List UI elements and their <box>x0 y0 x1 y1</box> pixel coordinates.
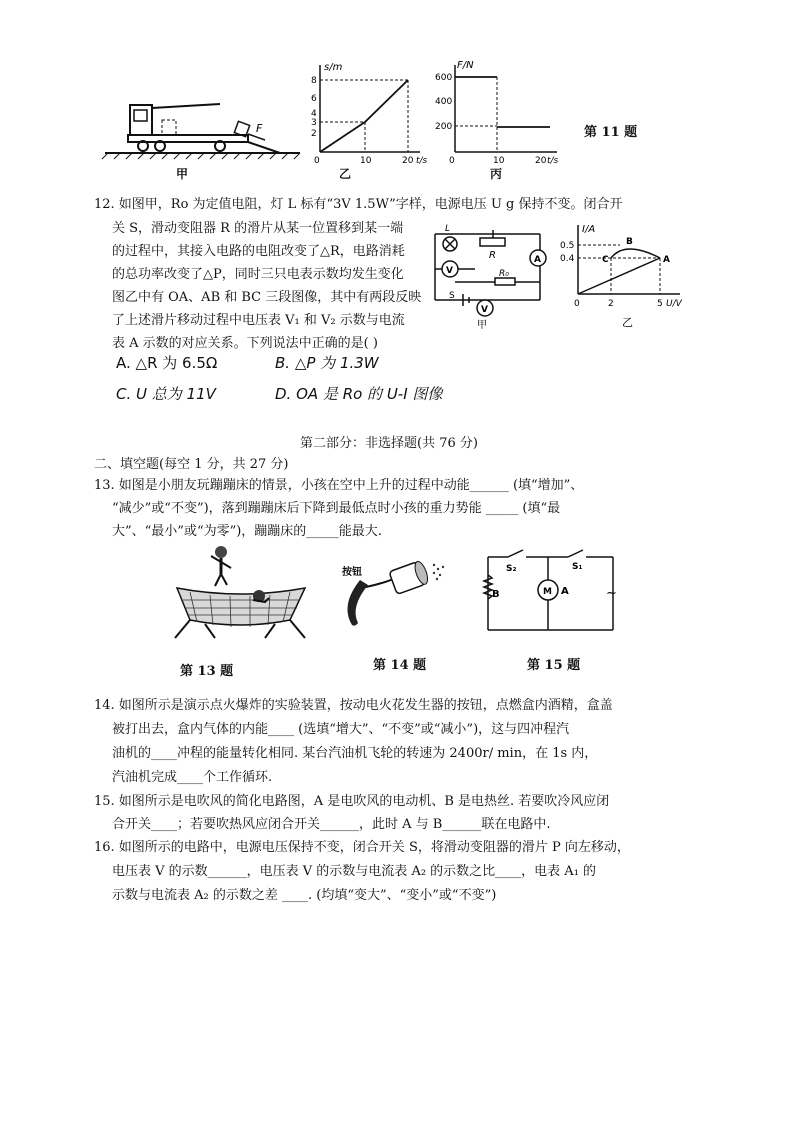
st-y-tick: 6 <box>311 94 317 104</box>
q13-line: 大”、“最小”或“为零”)，蹦蹦床的_____能最大. <box>112 524 382 539</box>
st-x-label: t/s <box>416 156 428 166</box>
q15-motor-label: A <box>561 586 569 597</box>
q12-graph-y-label: I/A <box>582 224 596 235</box>
fig-jia-label: 甲 <box>176 167 189 181</box>
q14-ignition-figure <box>330 555 450 640</box>
st-y-tick: 4 <box>311 109 317 119</box>
q11-ft-graph <box>435 60 559 166</box>
q12-point-a: A <box>663 255 670 265</box>
ft-x-tick: 0 <box>449 156 455 166</box>
q12-line: 图乙中有 OA、AB 和 BC 三段图像，其中有两段反映 <box>112 290 422 305</box>
q12-circuit-caption: 甲 <box>477 320 487 331</box>
q12-graph <box>560 222 700 332</box>
st-y-label: s/m <box>324 62 343 73</box>
q11-caption: 第 11 题 <box>584 125 638 140</box>
ft-x-tick: 10 <box>493 156 505 166</box>
fig-yi-label: 乙 <box>339 167 352 181</box>
q13-line: “减少”或“不变”)，落到蹦蹦床后下降到最低点时小孩的重力势能 _____ (填“最 <box>112 501 561 516</box>
q14-caption: 第 14 题 <box>373 658 427 673</box>
ft-y-tick: 200 <box>435 122 453 132</box>
ft-y-tick: 400 <box>435 97 453 107</box>
q12-option-a: A. △R 为 6.5Ω <box>116 354 218 372</box>
st-y-tick: 8 <box>311 76 317 86</box>
q12-line: 表 A 示数的对应关系。下列说法中正确的是( ) <box>112 336 378 351</box>
q14-line: 被打出去，盒内气体的内能____ (选填“增大”、“不变”或“减小”)，这与四冲程汽 <box>112 722 570 737</box>
q12-ammeter-label: A <box>534 255 541 265</box>
q16-line: 电压表 V 的示数______，电压表 V 的示数与电流表 A₂ 的示数之比____，电表 A₁ 的 <box>112 864 597 879</box>
q13-trampoline-figure <box>165 540 315 645</box>
ft-y-label: F/N <box>457 60 474 71</box>
q12-option-c: C. U 总为 11V <box>116 385 216 403</box>
q14-line: 汽油机完成____个工作循环. <box>112 770 273 785</box>
q12-line: 了上述滑片移动过程中电压表 V₁ 和 V₂ 示数与电流 <box>112 313 405 328</box>
ft-x-label: t/s <box>547 156 559 166</box>
q15-s2-label: S₂ <box>506 564 517 574</box>
st-x-tick: 20 <box>402 156 414 166</box>
q12-graph-x-tick: 0 <box>574 299 580 309</box>
q12-graph-y-tick: 0.5 <box>560 241 575 251</box>
q12-option-b: B. △P 为 1.3W <box>275 354 379 372</box>
ft-x-tick: 20 <box>535 156 547 166</box>
q12-point-b: B <box>626 237 633 247</box>
q12-graph-x-tick: 5 <box>657 299 663 309</box>
q12-circuit-diagram <box>425 222 555 332</box>
q15-line: 合开关____；若要吹热风应闭合开关______，此时 A 与 B______联在电路中. <box>112 817 551 832</box>
st-x-tick: 10 <box>360 156 372 166</box>
q12-graph-x-tick: 2 <box>608 299 614 309</box>
st-y-tick: 3 <box>311 118 317 128</box>
q12-line: 的过程中，其接入电路的电阻改变了△R，电路消耗 <box>112 244 405 259</box>
q12-line: 12. 如图甲，Ro 为定值电阻，灯 L 标有“3V 1.5W”字样，电源电压 U g 保持不变。闭合开 <box>94 197 623 212</box>
st-x-tick: 0 <box>314 156 320 166</box>
q15-caption: 第 15 题 <box>527 658 581 673</box>
q12-graph-x-label: U/V <box>666 299 682 309</box>
q15-hairdryer-circuit <box>478 545 628 640</box>
st-y-tick: 2 <box>311 129 317 139</box>
q11-st-graph <box>311 62 428 166</box>
q14-button-label: 按钮 <box>342 567 362 578</box>
part2-title: 第二部分：非选择题(共 76 分) <box>300 436 478 451</box>
q12-line: 的总功率改变了△P，同时三只电表示数均发生变化 <box>112 267 404 282</box>
q13-line: 13. 如图是小朋友玩蹦蹦床的情景，小孩在空中上升的过程中动能______ (填“增加”、 <box>94 478 584 493</box>
q14-line: 油机的____冲程的能量转化相同. 某台汽油机飞轮的转速为 2400r/ min，在 1s 内， <box>112 746 598 761</box>
q12-switch-label: S <box>449 291 455 301</box>
section-title: 二、填空题(每空 1 分，共 27 分) <box>94 457 289 472</box>
q12-voltmeter-label: V <box>446 266 453 276</box>
q16-line: 16. 如图所示的电路中，电源电压保持不变，闭合开关 S，将滑动变阻器的滑片 P 向左移动， <box>94 840 630 855</box>
q12-line: 关 S，滑动变阻器 R 的滑片从某一位置移到某一端 <box>112 221 404 236</box>
q12-lamp-label: L <box>445 224 451 234</box>
q12-point-c: C <box>602 255 609 265</box>
q15-motor-symbol: M <box>543 587 552 597</box>
q16-line: 示数与电流表 A₂ 的示数之差 ____. (均填“变大”、“变小”或“不变”) <box>112 888 497 903</box>
q11-truck-diagram <box>102 104 300 159</box>
q12-rheostat-label: R <box>489 250 496 261</box>
q12-voltmeter2-label: V <box>481 305 488 315</box>
q12-graph-caption: 乙 <box>622 316 633 329</box>
q15-heater-label: B <box>492 589 500 600</box>
ft-y-tick: 600 <box>435 73 453 83</box>
q15-source-symbol: ~ <box>606 586 617 601</box>
fig-bing-label: 丙 <box>490 167 503 181</box>
q15-s1-label: S₁ <box>572 562 583 572</box>
q12-option-d: D. OA 是 Ro 的 U-I 图像 <box>275 385 443 403</box>
q12-resistor-label: R₀ <box>499 269 509 279</box>
q11-force-label: F <box>256 122 263 135</box>
q15-line: 15. 如图所示是电吹风的简化电路图，A 是电吹风的电动机、B 是电热丝. 若要吹冷风应闭 <box>94 794 610 809</box>
q13-caption: 第 13 题 <box>180 664 234 679</box>
q12-graph-y-tick: 0.4 <box>560 254 575 264</box>
q14-line: 14. 如图所示是演示点火爆炸的实验装置，按动电火花发生器的按钮，点燃盒内酒精，盒盖 <box>94 698 613 713</box>
